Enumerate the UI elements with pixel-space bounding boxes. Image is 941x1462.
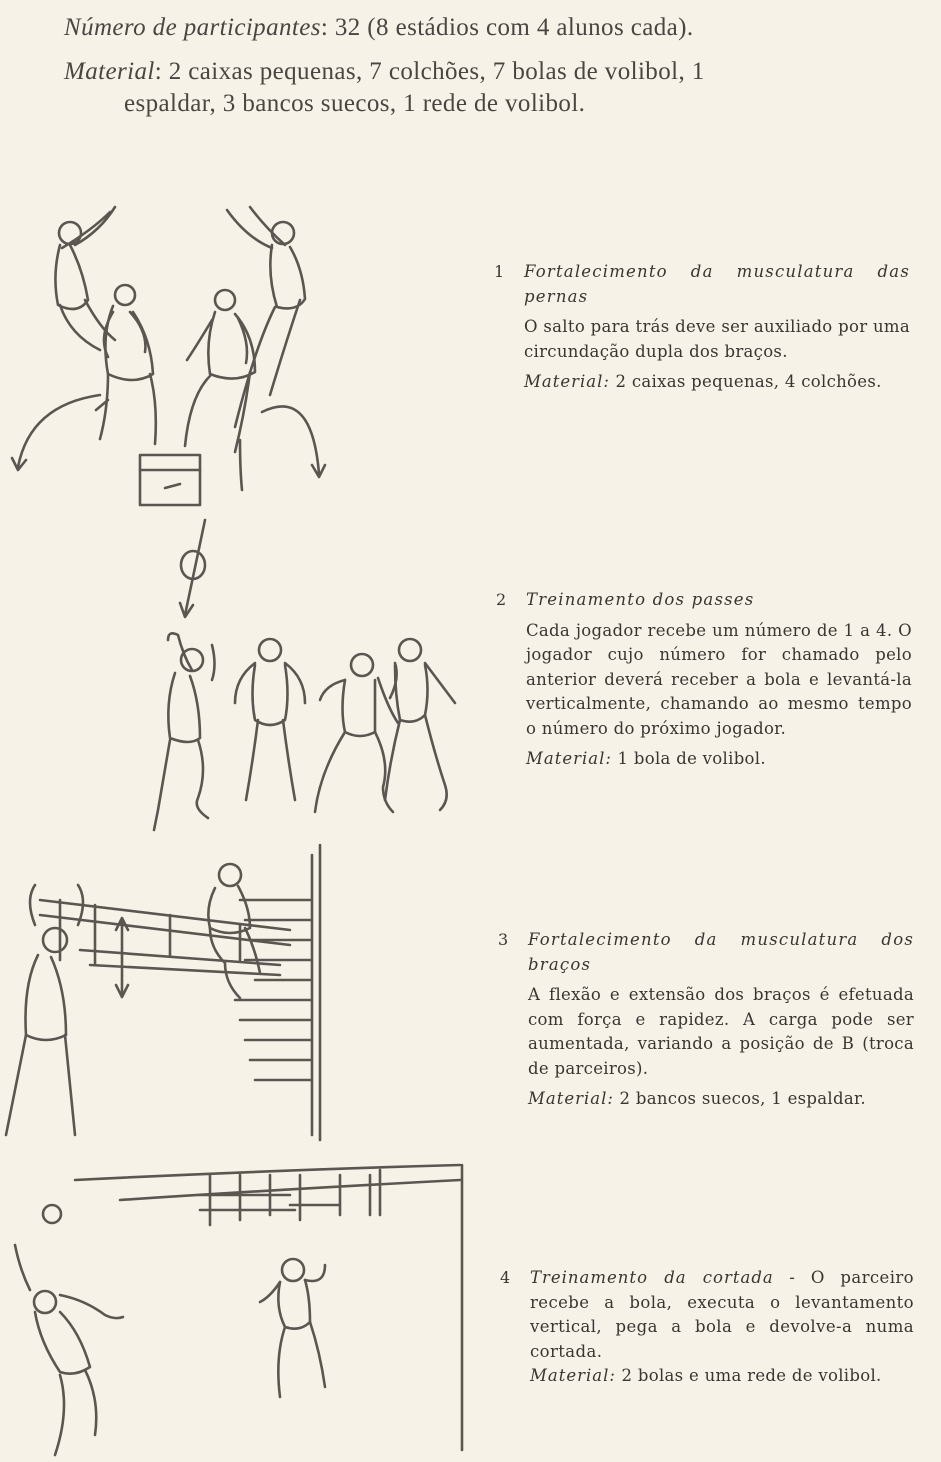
exercise-3	[498, 928, 914, 1112]
box-jump-illustration-icon	[0, 200, 360, 520]
participants-label: Número de participantes	[64, 14, 321, 41]
exercise-number: 3	[498, 930, 509, 949]
exercise-4	[500, 1266, 915, 1389]
participants-text: : 32 (8 estádios com 4 alunos cada).	[320, 14, 694, 41]
exercise-description: O parceiro recebe a bola, executa o levantamento vertical, pega a bola e devolve-a numa cortada.	[530, 1268, 915, 1361]
exercise-material	[528, 1087, 914, 1112]
passing-players-illustration-icon	[0, 515, 480, 835]
exercise-1	[494, 260, 910, 395]
spike-net-illustration-icon	[0, 1160, 480, 1460]
exercise-material	[524, 370, 910, 395]
material-label: Material:	[524, 372, 610, 391]
participants-line	[64, 14, 694, 42]
exercise-material	[530, 1364, 914, 1389]
material-label: Material	[64, 58, 155, 85]
material-text: 2 bolas e uma rede de volibol.	[621, 1366, 882, 1385]
exercise-title: Fortalecimento da musculatura dos braços	[528, 930, 914, 974]
exercise-description: A flexão e extensão dos braços é efetuada com força e rapidez. A carga pode ser aumentada, variando a posição de B (troca de parceiros).	[528, 985, 914, 1078]
exercise-title: Fortalecimento da musculatura das pernas	[524, 262, 910, 306]
exercise-number: 4	[500, 1268, 511, 1287]
title-separator: -	[773, 1268, 811, 1287]
exercise-2	[496, 588, 912, 772]
exercise-number: 1	[494, 262, 505, 281]
exercise-material	[526, 747, 912, 772]
exercise-title: Treinamento da cortada	[530, 1268, 774, 1287]
material-line-1	[64, 58, 705, 86]
material-line-2: espaldar, 3 bancos suecos, 1 rede de volibol.	[124, 90, 586, 117]
material-text: 1 bola de volibol.	[617, 749, 766, 768]
exercise-body	[530, 1266, 914, 1364]
material-text: 2 caixas pequenas, 4 colchões.	[615, 372, 882, 391]
exercise-description: Cada jogador recebe um número de 1 a 4. O jogador cujo número for chamado pelo anterior deverá receber a bola e levantá-la verticalmente, chamando ao mesmo tempo o número do próximo jogador.	[526, 620, 912, 738]
exercise-title: Treinamento dos passes	[526, 590, 755, 609]
bench-press-illustration-icon	[0, 840, 360, 1150]
material-label: Material:	[528, 1089, 614, 1108]
material-label: Material:	[530, 1366, 616, 1385]
exercise-number: 2	[496, 590, 507, 609]
exercise-description: O salto para trás deve ser auxiliado por uma circundação dupla dos braços.	[524, 317, 910, 361]
material-text-1: : 2 caixas pequenas, 7 colchões, 7 bolas de volibol, 1	[154, 58, 705, 85]
material-text: 2 bancos suecos, 1 espaldar.	[619, 1089, 866, 1108]
material-label: Material:	[526, 749, 612, 768]
